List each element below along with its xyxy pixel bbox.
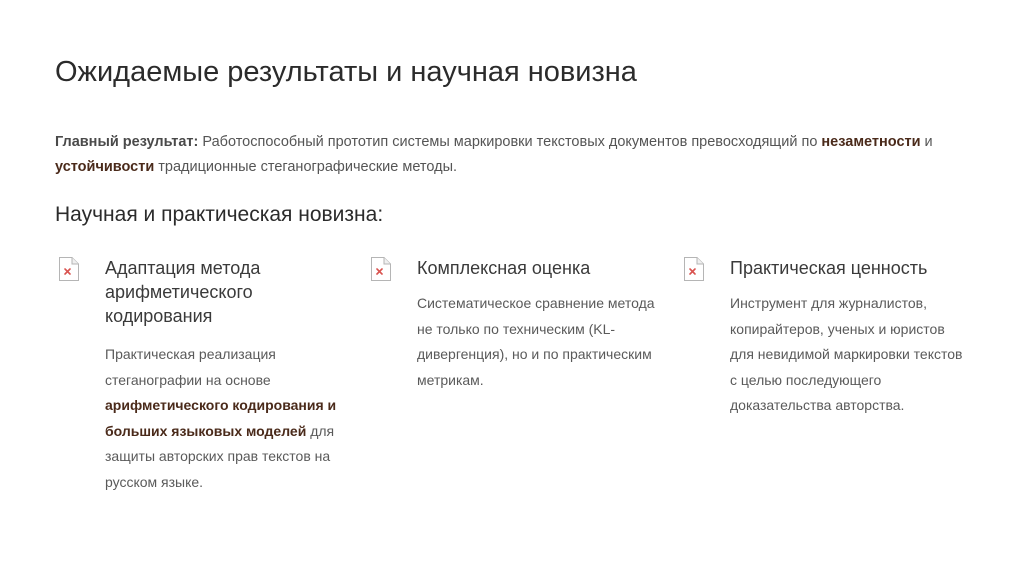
card-body: Систематическое сравнение метода не только по техническим (KL-дивергенция), но и по практическим метрикам. <box>417 295 655 388</box>
card-body-text: Практическая реализация стеганографии на основе <box>105 346 276 388</box>
card-body-highlight: арифметического кодирования и больших языковых моделей <box>105 397 337 439</box>
novelty-subtitle: Научная и практическая новизна: <box>55 203 384 226</box>
main-result-text-2: и <box>920 134 933 150</box>
main-result-highlight-2: устойчивости <box>55 159 155 175</box>
main-result-paragraph <box>55 130 985 180</box>
card-title: Комплексная оценка <box>417 258 591 278</box>
card-body <box>105 342 345 495</box>
card-body-text: для защиты авторских прав текстов на русском языке. <box>105 422 335 490</box>
slide-title: Ожидаемые результаты и научная новизна <box>55 56 637 88</box>
broken-image-icon <box>683 256 705 282</box>
broken-image-icon <box>58 256 80 282</box>
main-result-highlight-1: незаметности <box>821 134 921 150</box>
card-body: Инструмент для журналистов, копирайтеров, ученых и юристов для невидимой маркировки текстов с целью последующего доказательства авторства. <box>730 295 963 413</box>
main-result-text-3: традиционные стеганографические методы. <box>154 159 458 175</box>
main-result-text-1: Работоспособный прототип системы маркировки текстовых документов превосходящий по <box>198 134 822 150</box>
broken-image-icon <box>370 256 392 282</box>
main-result-lead: Главный результат: <box>55 134 199 150</box>
card-title: Практическая ценность <box>730 258 928 278</box>
card-title: Адаптация метода арифметического кодирования <box>105 258 261 326</box>
